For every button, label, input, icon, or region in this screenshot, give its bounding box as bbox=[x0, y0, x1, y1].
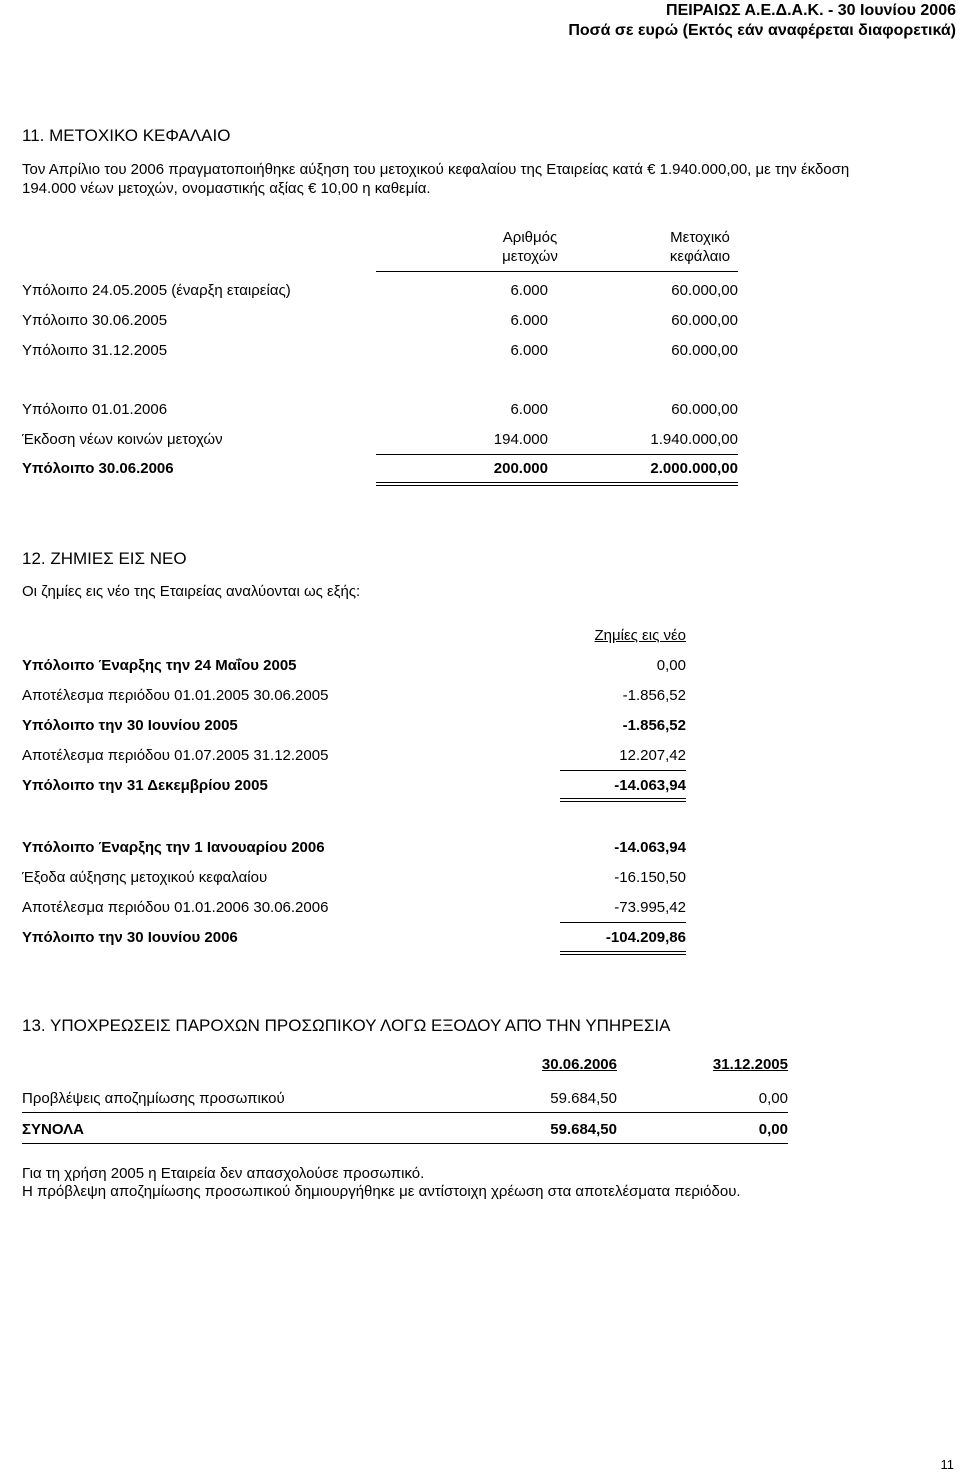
losses-row-label: Έξοδα αύξησης μετοχικού κεφαλαίου bbox=[22, 869, 268, 886]
total-double-rule bbox=[560, 798, 686, 802]
section-11-paragraph-line2: 194.000 νέων μετοχών, ονομαστικής αξίας € 10,00 η καθεμία. bbox=[22, 180, 431, 197]
provisions-row-label: Προβλέψεις αποζημίωσης προσωπικού bbox=[22, 1090, 285, 1107]
section-13-note-2: Η πρόβλεψη αποζημίωσης προσωπικού δημιουργήθηκε με αντίστοιχη χρέωση στα αποτελέσματα περιόδου. bbox=[22, 1183, 741, 1200]
losses-row-value: -1.856,52 bbox=[622, 717, 686, 734]
total-double-rule bbox=[560, 951, 686, 955]
losses-row-label: Υπόλοιπο Έναρξης την 24 Μαΐου 2005 bbox=[22, 657, 297, 674]
capital-row-label: Υπόλοιπο 30.06.2005 bbox=[22, 312, 168, 329]
losses-row-label: Αποτέλεσμα περιόδου 01.07.2005 31.12.2005 bbox=[22, 747, 329, 764]
losses-row-value: -14.063,94 bbox=[614, 839, 686, 856]
section-12-title: 12. ΖΗΜΙΕΣ ΕΙΣ ΝΕΟ bbox=[22, 549, 187, 568]
capital-row-shares: 6.000 bbox=[510, 401, 548, 418]
header-rule bbox=[376, 271, 738, 272]
losses-column-header: Ζημίες εις νέο bbox=[594, 627, 686, 644]
losses-row-label: Υπόλοιπο την 30 Ιουνίου 2005 bbox=[22, 717, 238, 734]
page-number: 11 bbox=[940, 1457, 954, 1472]
totals-value-2005: 0,00 bbox=[758, 1121, 788, 1138]
shares-column-header-line2: μετοχών bbox=[502, 248, 558, 265]
header-company-date: ΠΕΙΡΑΙΩΣ Α.Ε.Δ.Α.Κ. - 30 Ιουνίου 2006 bbox=[666, 2, 956, 19]
shares-column-header-line1: Αριθμός bbox=[502, 229, 558, 246]
totals-label: ΣΥΝΟΛΑ bbox=[22, 1121, 84, 1138]
capital-row-shares: 6.000 bbox=[510, 342, 548, 359]
provisions-row-value-2005: 0,00 bbox=[758, 1090, 788, 1107]
capital-row-label: Έκδοση νέων κοινών μετοχών bbox=[22, 431, 223, 448]
losses-row-label: Υπόλοιπο την 31 Δεκεμβρίου 2005 bbox=[22, 777, 268, 794]
losses-row-label: Υπόλοιπο την 30 Ιουνίου 2006 bbox=[22, 929, 238, 946]
losses-row-value: -14.063,94 bbox=[614, 777, 686, 794]
totals-bottom-rule bbox=[22, 1143, 788, 1144]
section-11-title: 11. ΜΕΤΟΧΙΚΟ ΚΕΦΑΛΑΙΟ bbox=[22, 126, 231, 145]
capital-row-label: Υπόλοιπο 24.05.2005 (έναρξη εταιρείας) bbox=[22, 282, 291, 299]
losses-row-value: -104.209,86 bbox=[605, 929, 686, 946]
capital-row-capital: 60.000,00 bbox=[671, 342, 738, 359]
column-header-31-12-2005: 31.12.2005 bbox=[712, 1056, 788, 1073]
losses-row-label: Αποτέλεσμα περιόδου 01.01.2006 30.06.2006 bbox=[22, 899, 329, 916]
losses-row-value: 12.207,42 bbox=[619, 747, 686, 764]
losses-row-value: -16.150,50 bbox=[614, 869, 686, 886]
losses-row-value: -73.995,42 bbox=[614, 899, 686, 916]
capital-row-capital: 60.000,00 bbox=[671, 312, 738, 329]
capital-row-label: Υπόλοιπο 31.12.2005 bbox=[22, 342, 168, 359]
section-12-intro: Οι ζημίες εις νέο της Εταιρείας αναλύονται ως εξής: bbox=[22, 583, 361, 600]
capital-total-capital: 2.000.000,00 bbox=[650, 460, 738, 477]
subtotal-rule bbox=[376, 454, 738, 455]
capital-row-shares: 6.000 bbox=[510, 282, 548, 299]
capital-row-shares: 194.000 bbox=[493, 431, 548, 448]
provisions-row-value-2006: 59.684,50 bbox=[550, 1090, 617, 1107]
capital-row-label: Υπόλοιπο 01.01.2006 bbox=[22, 401, 168, 418]
capital-row-capital: 1.940.000,00 bbox=[650, 431, 738, 448]
total-double-rule bbox=[376, 482, 738, 486]
section-13-note-1: Για τη χρήση 2005 η Εταιρεία δεν απασχολούσε προσωπικό. bbox=[22, 1165, 425, 1182]
totals-value-2006: 59.684,50 bbox=[550, 1121, 617, 1138]
losses-row-label: Αποτέλεσμα περιόδου 01.01.2005 30.06.2005 bbox=[22, 687, 329, 704]
section-11-paragraph-line1: Τον Απρίλιο του 2006 πραγματοποιήθηκε αύξηση του μετοχικού κεφαλαίου της Εταιρείας κατά € 1.940.000,00, με την έκδοση bbox=[22, 161, 850, 178]
header-currency-note: Ποσά σε ευρώ (Εκτός εάν αναφέρεται διαφορετικά) bbox=[568, 22, 956, 39]
capital-row-shares: 6.000 bbox=[510, 312, 548, 329]
subtotal-rule bbox=[560, 922, 686, 923]
section-13-title: 13. ΥΠΟΧΡΕΩΣΕΙΣ ΠΑΡΟΧΩΝ ΠΡΟΣΩΠΙΚΟΥ ΛΟΓΩ ΕΞΟΔΟΥ ΑΠΌ ΤΗΝ ΥΠΗΡΕΣΙΑ bbox=[22, 1016, 671, 1035]
capital-row-capital: 60.000,00 bbox=[671, 282, 738, 299]
subtotal-rule bbox=[560, 770, 686, 771]
losses-row-value: -1.856,52 bbox=[622, 687, 686, 704]
losses-row-label: Υπόλοιπο Έναρξης την 1 Ιανουαρίου 2006 bbox=[22, 839, 325, 856]
totals-rule bbox=[22, 1112, 788, 1113]
capital-column-header-line1: Μετοχικό bbox=[670, 229, 730, 246]
capital-total-shares: 200.000 bbox=[493, 460, 548, 477]
capital-column-header-line2: κεφάλαιο bbox=[669, 248, 731, 265]
losses-row-value: 0,00 bbox=[656, 657, 686, 674]
column-header-30-06-2006: 30.06.2006 bbox=[541, 1056, 617, 1073]
capital-row-capital: 60.000,00 bbox=[671, 401, 738, 418]
capital-total-label: Υπόλοιπο 30.06.2006 bbox=[22, 460, 174, 477]
